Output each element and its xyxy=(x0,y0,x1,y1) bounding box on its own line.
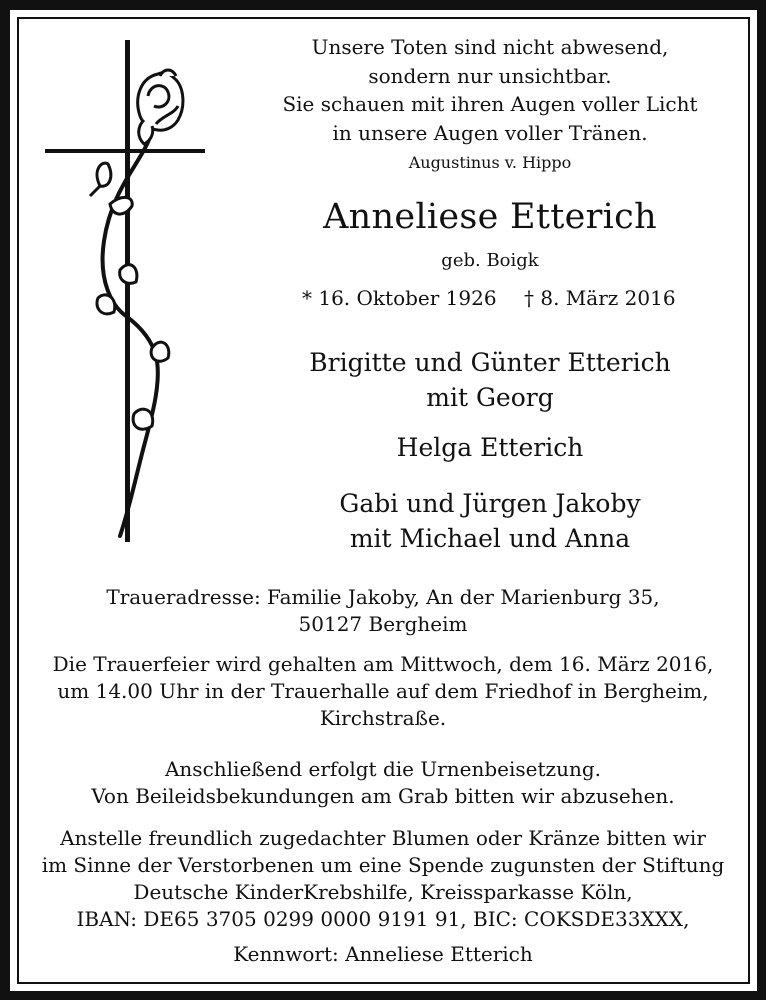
mourner-line: Helga Etterich xyxy=(396,433,584,462)
mourner-line: mit Michael und Anna xyxy=(349,524,631,553)
quote-author: Augustinus v. Hippo xyxy=(408,153,572,172)
donation-line: IBAN: DE65 3705 0299 0000 9191 91, BIC: COKSDE33XXX, xyxy=(76,907,690,931)
donation-line: Kennwort: Anneliese Etterich xyxy=(233,942,533,966)
ceremony-line: Die Trauerfeier wird gehalten am Mittwoch, dem 16. März 2016, xyxy=(52,652,714,676)
cross-with-rose-icon xyxy=(40,36,210,546)
mourner-line: Brigitte und Günter Etterich xyxy=(309,348,671,377)
donation-line: Deutsche KinderKrebshilfe, Kreissparkasse Köln, xyxy=(133,880,633,904)
death-date: † 8. März 2016 xyxy=(524,286,676,310)
donation-line: im Sinne der Verstorbenen um eine Spende zugunsten der Stiftung xyxy=(41,853,725,877)
birth-date: * 16. Oktober 1926 xyxy=(302,286,497,310)
address-line: 50127 Bergheim xyxy=(298,612,468,636)
mourner-line: mit Georg xyxy=(426,383,554,412)
mourner-line: Gabi und Jürgen Jakoby xyxy=(339,489,641,518)
burial-line: Von Beileidsbekundungen am Grab bitten wir abzusehen. xyxy=(91,784,675,808)
address-line: Traueradresse: Familie Jakoby, An der Marienburg 35, xyxy=(106,585,660,609)
ceremony-line: Kirchstraße. xyxy=(319,706,447,730)
deceased-name: Anneliese Etterich xyxy=(323,197,657,237)
ceremony-line: um 14.00 Uhr in der Trauerhalle auf dem Friedhof in Bergheim, xyxy=(57,679,709,703)
quote-line: Unsere Toten sind nicht abwesend, xyxy=(311,35,669,59)
maiden-name: geb. Boigk xyxy=(441,250,539,271)
donation-line: Anstelle freundlich zugedachter Blumen oder Kränze bitten wir xyxy=(60,826,706,850)
quote-line: Sie schauen mit ihren Augen voller Licht xyxy=(282,92,698,116)
quote-line: sondern nur unsichtbar. xyxy=(368,64,612,88)
burial-line: Anschließend erfolgt die Urnenbeisetzung. xyxy=(164,757,601,781)
quote-line: in unsere Augen voller Tränen. xyxy=(332,121,648,145)
